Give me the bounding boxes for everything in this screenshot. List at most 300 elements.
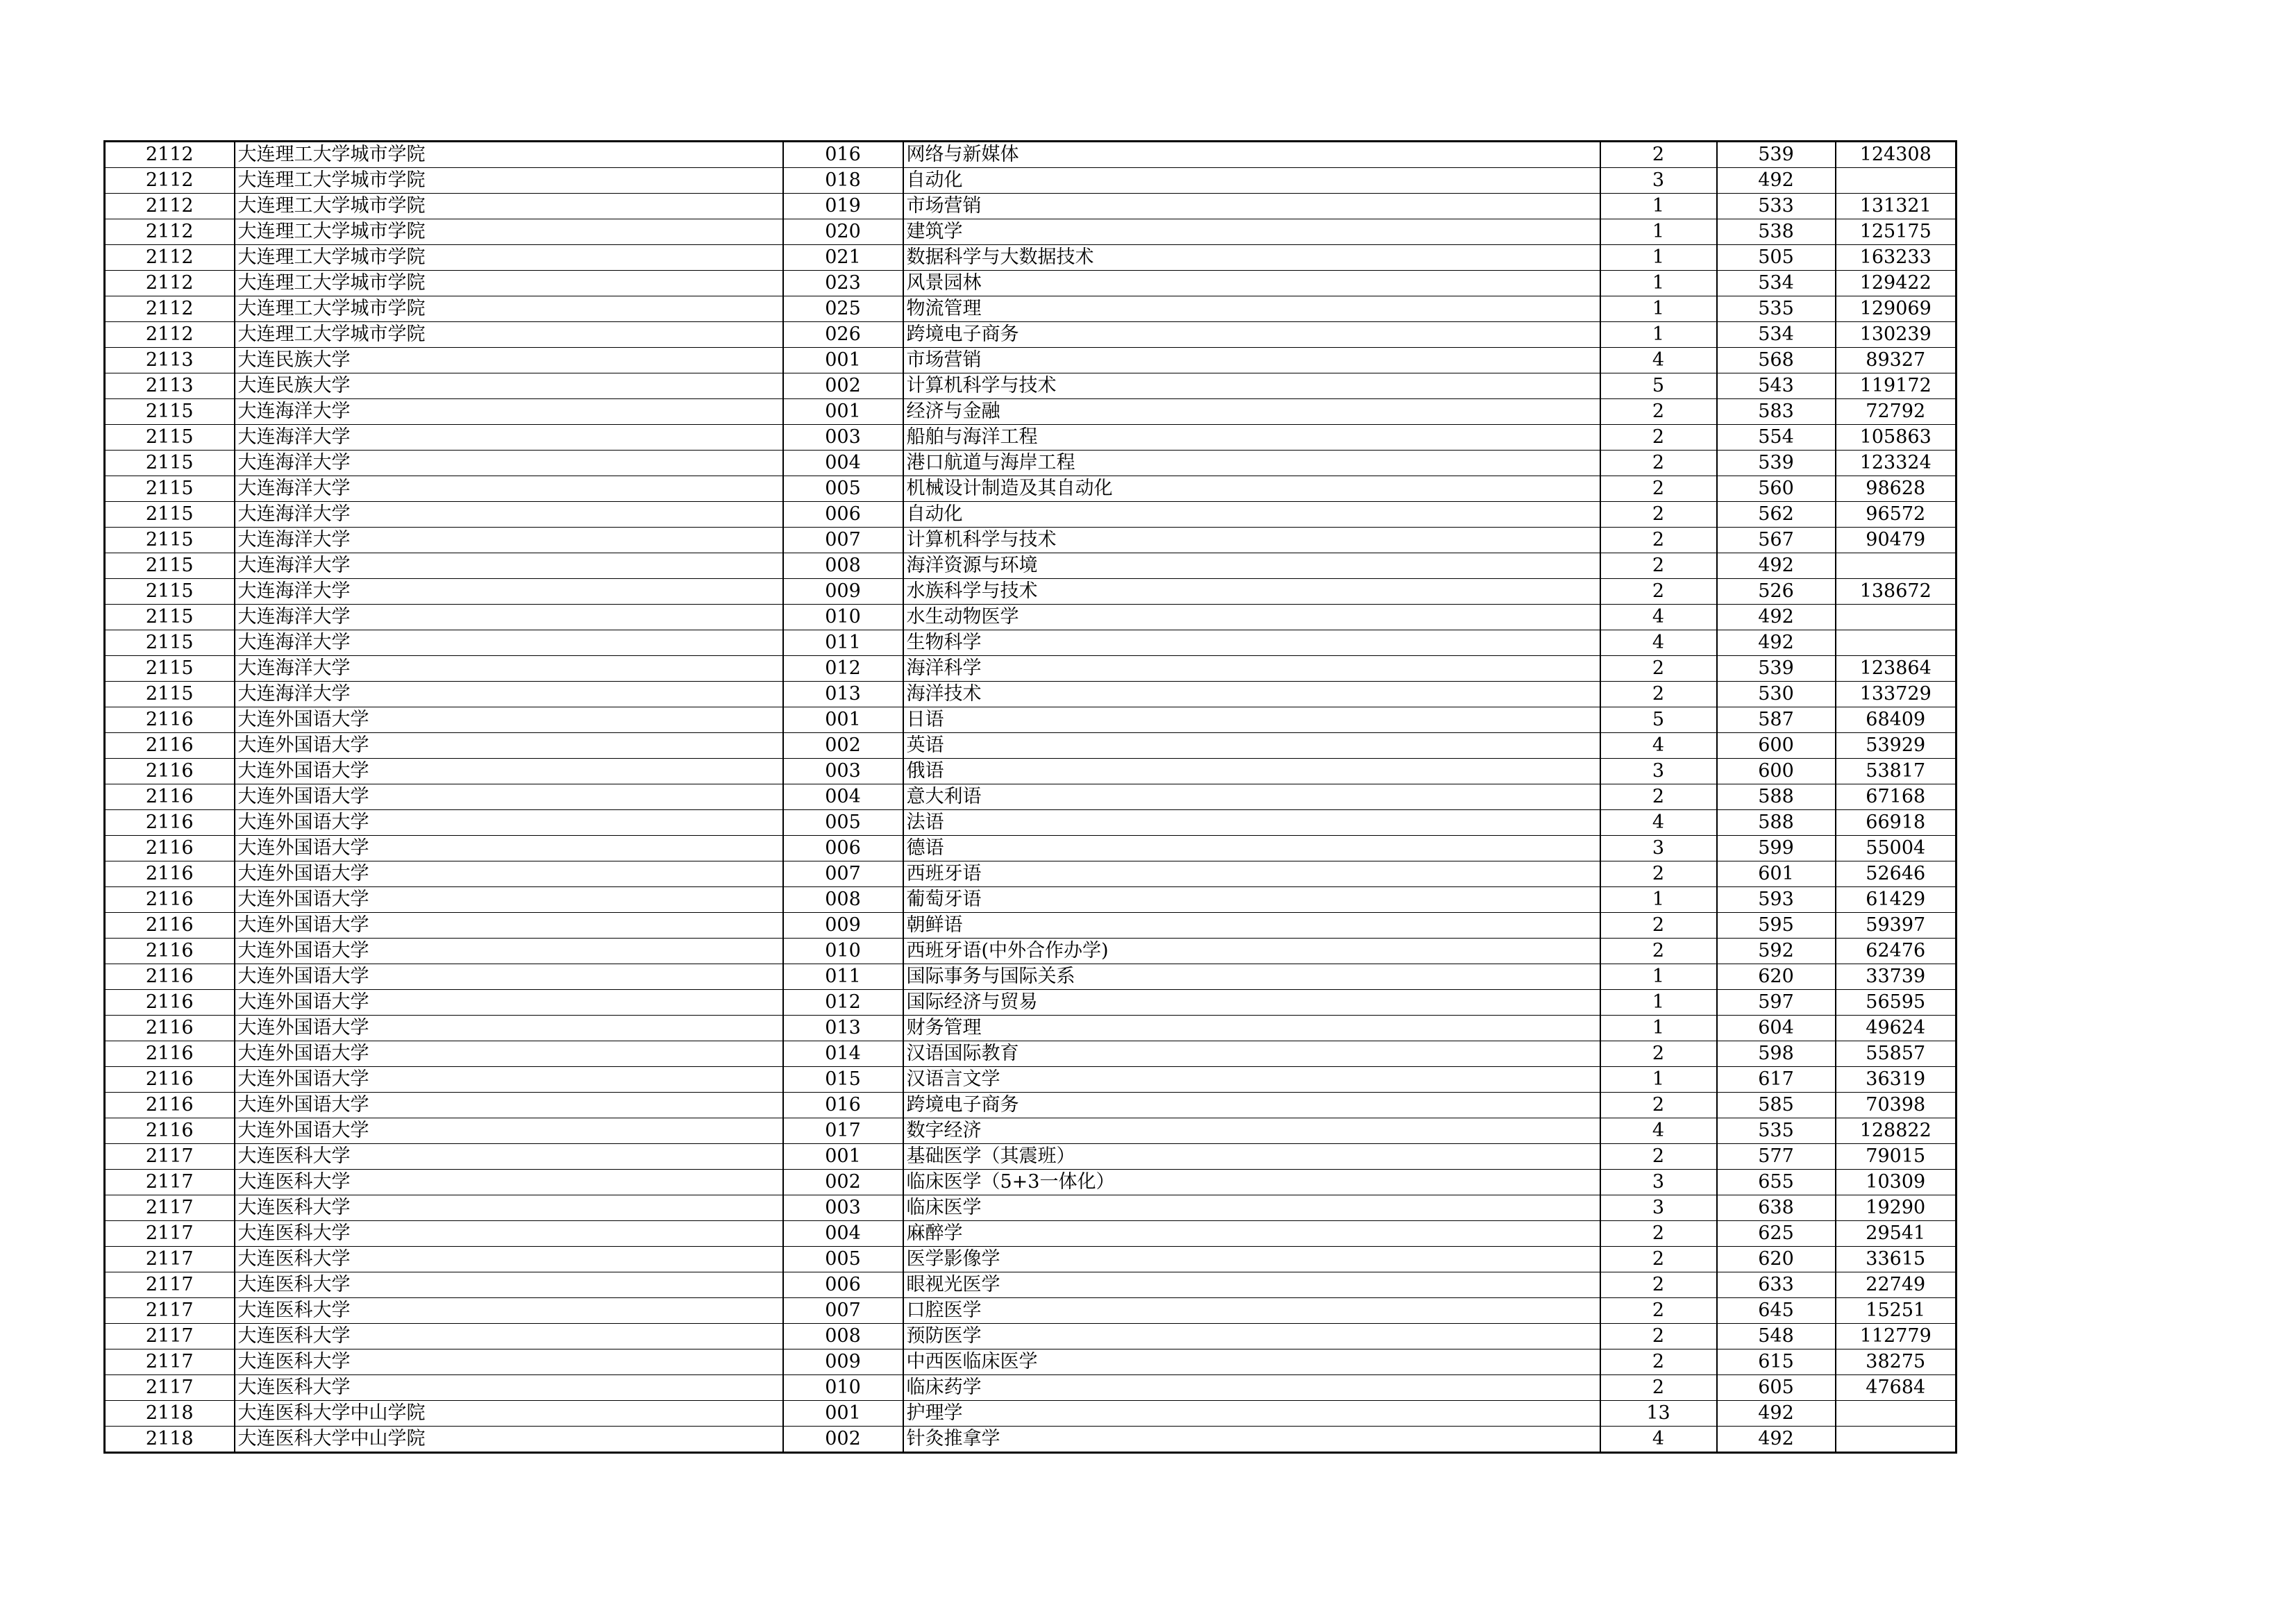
major-code-cell: 016 xyxy=(783,1093,903,1118)
school-name-cell: 大连医科大学 xyxy=(235,1375,783,1401)
school-name-cell: 大连海洋大学 xyxy=(235,425,783,451)
min-score-cell: 605 xyxy=(1717,1375,1836,1401)
min-rank-cell: 22749 xyxy=(1836,1272,1956,1298)
major-code-cell: 001 xyxy=(783,1401,903,1427)
min-score-cell: 492 xyxy=(1717,1401,1836,1427)
school-name-cell: 大连外国语大学 xyxy=(235,887,783,913)
school-name-cell: 大连外国语大学 xyxy=(235,861,783,887)
school-name-cell: 大连海洋大学 xyxy=(235,476,783,502)
plan-count-cell: 2 xyxy=(1600,399,1717,425)
min-rank-cell: 89327 xyxy=(1836,348,1956,373)
major-code-cell: 017 xyxy=(783,1118,903,1144)
min-rank-cell: 112779 xyxy=(1836,1324,1956,1349)
school-code-cell: 2116 xyxy=(105,733,235,759)
min-score-cell: 588 xyxy=(1717,784,1836,810)
major-name-cell: 国际事务与国际关系 xyxy=(903,964,1600,990)
table-row xyxy=(105,502,1956,528)
min-score-cell: 592 xyxy=(1717,939,1836,964)
school-code-cell: 2112 xyxy=(105,168,235,194)
school-code-cell: 2115 xyxy=(105,502,235,528)
school-code-cell: 2116 xyxy=(105,990,235,1016)
table-row xyxy=(105,1170,1956,1195)
school-code-cell: 2117 xyxy=(105,1195,235,1221)
plan-count-cell: 2 xyxy=(1600,913,1717,939)
major-name-cell: 朝鲜语 xyxy=(903,913,1600,939)
major-code-cell: 007 xyxy=(783,528,903,553)
min-rank-cell: 49624 xyxy=(1836,1016,1956,1041)
major-name-cell: 计算机科学与技术 xyxy=(903,373,1600,399)
plan-count-cell: 2 xyxy=(1600,1298,1717,1324)
min-score-cell: 638 xyxy=(1717,1195,1836,1221)
school-code-cell: 2116 xyxy=(105,939,235,964)
plan-count-cell: 2 xyxy=(1600,682,1717,707)
min-rank-cell: 62476 xyxy=(1836,939,1956,964)
school-code-cell: 2112 xyxy=(105,142,235,168)
min-rank-cell: 79015 xyxy=(1836,1144,1956,1170)
table-row xyxy=(105,656,1956,682)
school-code-cell: 2115 xyxy=(105,656,235,682)
school-name-cell: 大连外国语大学 xyxy=(235,810,783,836)
table-row xyxy=(105,605,1956,630)
major-name-cell: 物流管理 xyxy=(903,296,1600,322)
major-code-cell: 008 xyxy=(783,887,903,913)
min-rank-cell: 90479 xyxy=(1836,528,1956,553)
plan-count-cell: 2 xyxy=(1600,1247,1717,1272)
table-row xyxy=(105,1195,1956,1221)
major-code-cell: 007 xyxy=(783,861,903,887)
min-rank-cell: 123324 xyxy=(1836,451,1956,476)
min-score-cell: 600 xyxy=(1717,733,1836,759)
plan-count-cell: 2 xyxy=(1600,1221,1717,1247)
major-name-cell: 风景园林 xyxy=(903,271,1600,296)
table-row xyxy=(105,784,1956,810)
min-rank-cell: 133729 xyxy=(1836,682,1956,707)
school-name-cell: 大连理工大学城市学院 xyxy=(235,219,783,245)
plan-count-cell: 3 xyxy=(1600,759,1717,784)
school-name-cell: 大连外国语大学 xyxy=(235,939,783,964)
major-code-cell: 023 xyxy=(783,271,903,296)
plan-count-cell: 1 xyxy=(1600,990,1717,1016)
school-name-cell: 大连外国语大学 xyxy=(235,1067,783,1093)
min-score-cell: 617 xyxy=(1717,1067,1836,1093)
min-rank-cell: 129069 xyxy=(1836,296,1956,322)
major-name-cell: 海洋科学 xyxy=(903,656,1600,682)
school-code-cell: 2116 xyxy=(105,836,235,861)
min-score-cell: 539 xyxy=(1717,656,1836,682)
major-code-cell: 009 xyxy=(783,1349,903,1375)
major-code-cell: 009 xyxy=(783,579,903,605)
major-name-cell: 英语 xyxy=(903,733,1600,759)
major-code-cell: 021 xyxy=(783,245,903,271)
major-name-cell: 临床药学 xyxy=(903,1375,1600,1401)
major-name-cell: 临床医学 xyxy=(903,1195,1600,1221)
plan-count-cell: 5 xyxy=(1600,373,1717,399)
school-code-cell: 2112 xyxy=(105,219,235,245)
plan-count-cell: 2 xyxy=(1600,553,1717,579)
table-row xyxy=(105,1349,1956,1375)
plan-count-cell: 1 xyxy=(1600,271,1717,296)
major-code-cell: 013 xyxy=(783,682,903,707)
min-score-cell: 599 xyxy=(1717,836,1836,861)
school-name-cell: 大连民族大学 xyxy=(235,373,783,399)
min-rank-cell: 36319 xyxy=(1836,1067,1956,1093)
school-code-cell: 2115 xyxy=(105,630,235,656)
plan-count-cell: 2 xyxy=(1600,1041,1717,1067)
min-rank-cell: 53929 xyxy=(1836,733,1956,759)
min-rank-cell: 119172 xyxy=(1836,373,1956,399)
table-row xyxy=(105,1272,1956,1298)
school-name-cell: 大连医科大学中山学院 xyxy=(235,1427,783,1453)
plan-count-cell: 2 xyxy=(1600,579,1717,605)
school-code-cell: 2116 xyxy=(105,1118,235,1144)
plan-count-cell: 3 xyxy=(1600,168,1717,194)
major-name-cell: 计算机科学与技术 xyxy=(903,528,1600,553)
school-name-cell: 大连外国语大学 xyxy=(235,784,783,810)
table-row xyxy=(105,1401,1956,1427)
major-name-cell: 水生动物医学 xyxy=(903,605,1600,630)
major-code-cell: 014 xyxy=(783,1041,903,1067)
min-rank-cell: 70398 xyxy=(1836,1093,1956,1118)
school-code-cell: 2115 xyxy=(105,682,235,707)
school-name-cell: 大连医科大学 xyxy=(235,1298,783,1324)
major-code-cell: 003 xyxy=(783,1195,903,1221)
major-code-cell: 003 xyxy=(783,425,903,451)
min-score-cell: 645 xyxy=(1717,1298,1836,1324)
school-code-cell: 2118 xyxy=(105,1401,235,1427)
major-code-cell: 006 xyxy=(783,502,903,528)
table-row xyxy=(105,913,1956,939)
min-rank-cell: 55857 xyxy=(1836,1041,1956,1067)
school-code-cell: 2115 xyxy=(105,579,235,605)
table-row xyxy=(105,168,1956,194)
school-code-cell: 2113 xyxy=(105,348,235,373)
plan-count-cell: 2 xyxy=(1600,425,1717,451)
min-rank-cell: 124308 xyxy=(1836,142,1956,168)
major-name-cell: 麻醉学 xyxy=(903,1221,1600,1247)
plan-count-cell: 1 xyxy=(1600,245,1717,271)
major-name-cell: 口腔医学 xyxy=(903,1298,1600,1324)
school-code-cell: 2115 xyxy=(105,451,235,476)
school-code-cell: 2115 xyxy=(105,605,235,630)
school-name-cell: 大连海洋大学 xyxy=(235,579,783,605)
plan-count-cell: 3 xyxy=(1600,1195,1717,1221)
school-name-cell: 大连理工大学城市学院 xyxy=(235,168,783,194)
major-name-cell: 海洋技术 xyxy=(903,682,1600,707)
school-code-cell: 2116 xyxy=(105,784,235,810)
min-rank-cell: 19290 xyxy=(1836,1195,1956,1221)
plan-count-cell: 2 xyxy=(1600,528,1717,553)
major-code-cell: 020 xyxy=(783,219,903,245)
plan-count-cell: 1 xyxy=(1600,887,1717,913)
min-rank-cell xyxy=(1836,168,1956,194)
min-rank-cell: 72792 xyxy=(1836,399,1956,425)
plan-count-cell: 1 xyxy=(1600,296,1717,322)
school-name-cell: 大连医科大学 xyxy=(235,1221,783,1247)
major-code-cell: 009 xyxy=(783,913,903,939)
table-row xyxy=(105,887,1956,913)
plan-count-cell: 2 xyxy=(1600,1093,1717,1118)
school-code-cell: 2116 xyxy=(105,1093,235,1118)
major-code-cell: 004 xyxy=(783,451,903,476)
plan-count-cell: 2 xyxy=(1600,1272,1717,1298)
min-score-cell: 567 xyxy=(1717,528,1836,553)
major-name-cell: 市场营销 xyxy=(903,348,1600,373)
major-code-cell: 002 xyxy=(783,1170,903,1195)
major-name-cell: 中西医临床医学 xyxy=(903,1349,1600,1375)
major-name-cell: 港口航道与海岸工程 xyxy=(903,451,1600,476)
min-rank-cell: 129422 xyxy=(1836,271,1956,296)
school-code-cell: 2116 xyxy=(105,810,235,836)
table-row xyxy=(105,1144,1956,1170)
major-code-cell: 002 xyxy=(783,733,903,759)
plan-count-cell: 2 xyxy=(1600,142,1717,168)
school-name-cell: 大连医科大学 xyxy=(235,1144,783,1170)
min-rank-cell: 29541 xyxy=(1836,1221,1956,1247)
min-score-cell: 539 xyxy=(1717,451,1836,476)
min-score-cell: 539 xyxy=(1717,142,1836,168)
school-name-cell: 大连外国语大学 xyxy=(235,1093,783,1118)
major-code-cell: 004 xyxy=(783,1221,903,1247)
table-row xyxy=(105,425,1956,451)
min-rank-cell: 61429 xyxy=(1836,887,1956,913)
plan-count-cell: 1 xyxy=(1600,1067,1717,1093)
min-rank-cell: 128822 xyxy=(1836,1118,1956,1144)
table-row xyxy=(105,373,1956,399)
min-rank-cell xyxy=(1836,630,1956,656)
major-code-cell: 010 xyxy=(783,605,903,630)
major-name-cell: 国际经济与贸易 xyxy=(903,990,1600,1016)
min-score-cell: 560 xyxy=(1717,476,1836,502)
min-rank-cell: 15251 xyxy=(1836,1298,1956,1324)
table-row xyxy=(105,451,1956,476)
school-name-cell: 大连海洋大学 xyxy=(235,451,783,476)
min-score-cell: 655 xyxy=(1717,1170,1836,1195)
plan-count-cell: 3 xyxy=(1600,1170,1717,1195)
plan-count-cell: 2 xyxy=(1600,1324,1717,1349)
min-rank-cell: 130239 xyxy=(1836,322,1956,348)
major-code-cell: 001 xyxy=(783,1144,903,1170)
major-name-cell: 生物科学 xyxy=(903,630,1600,656)
major-code-cell: 002 xyxy=(783,373,903,399)
table-row xyxy=(105,219,1956,245)
major-name-cell: 机械设计制造及其自动化 xyxy=(903,476,1600,502)
min-rank-cell xyxy=(1836,605,1956,630)
min-rank-cell: 131321 xyxy=(1836,194,1956,219)
plan-count-cell: 13 xyxy=(1600,1401,1717,1427)
min-score-cell: 625 xyxy=(1717,1221,1836,1247)
school-code-cell: 2115 xyxy=(105,476,235,502)
min-score-cell: 535 xyxy=(1717,296,1836,322)
min-score-cell: 593 xyxy=(1717,887,1836,913)
major-name-cell: 医学影像学 xyxy=(903,1247,1600,1272)
min-score-cell: 597 xyxy=(1717,990,1836,1016)
plan-count-cell: 1 xyxy=(1600,964,1717,990)
table-row xyxy=(105,1324,1956,1349)
major-code-cell: 007 xyxy=(783,1298,903,1324)
plan-count-cell: 4 xyxy=(1600,348,1717,373)
major-code-cell: 010 xyxy=(783,1375,903,1401)
table-row xyxy=(105,1067,1956,1093)
table-row xyxy=(105,245,1956,271)
major-code-cell: 019 xyxy=(783,194,903,219)
plan-count-cell: 2 xyxy=(1600,476,1717,502)
table-row xyxy=(105,1375,1956,1401)
major-name-cell: 水族科学与技术 xyxy=(903,579,1600,605)
min-rank-cell xyxy=(1836,1401,1956,1427)
table-row xyxy=(105,1041,1956,1067)
major-code-cell: 012 xyxy=(783,990,903,1016)
school-name-cell: 大连海洋大学 xyxy=(235,553,783,579)
table-row xyxy=(105,733,1956,759)
min-score-cell: 585 xyxy=(1717,1093,1836,1118)
major-code-cell: 003 xyxy=(783,759,903,784)
major-code-cell: 018 xyxy=(783,168,903,194)
school-code-cell: 2116 xyxy=(105,1067,235,1093)
school-code-cell: 2117 xyxy=(105,1170,235,1195)
major-name-cell: 网络与新媒体 xyxy=(903,142,1600,168)
school-name-cell: 大连外国语大学 xyxy=(235,1118,783,1144)
major-code-cell: 001 xyxy=(783,707,903,733)
major-name-cell: 自动化 xyxy=(903,502,1600,528)
admission-table xyxy=(103,140,1957,1454)
school-name-cell: 大连海洋大学 xyxy=(235,630,783,656)
plan-count-cell: 4 xyxy=(1600,1427,1717,1453)
min-rank-cell xyxy=(1836,1427,1956,1453)
min-score-cell: 588 xyxy=(1717,810,1836,836)
school-name-cell: 大连海洋大学 xyxy=(235,656,783,682)
major-name-cell: 汉语言文学 xyxy=(903,1067,1600,1093)
min-rank-cell: 47684 xyxy=(1836,1375,1956,1401)
min-score-cell: 535 xyxy=(1717,1118,1836,1144)
school-name-cell: 大连医科大学 xyxy=(235,1195,783,1221)
school-code-cell: 2112 xyxy=(105,245,235,271)
school-name-cell: 大连外国语大学 xyxy=(235,733,783,759)
school-code-cell: 2115 xyxy=(105,399,235,425)
school-name-cell: 大连医科大学 xyxy=(235,1170,783,1195)
school-code-cell: 2117 xyxy=(105,1247,235,1272)
min-rank-cell: 33739 xyxy=(1836,964,1956,990)
plan-count-cell: 2 xyxy=(1600,939,1717,964)
min-score-cell: 530 xyxy=(1717,682,1836,707)
min-score-cell: 505 xyxy=(1717,245,1836,271)
table-row xyxy=(105,1221,1956,1247)
school-name-cell: 大连外国语大学 xyxy=(235,1041,783,1067)
major-code-cell: 008 xyxy=(783,553,903,579)
major-name-cell: 财务管理 xyxy=(903,1016,1600,1041)
table-row xyxy=(105,990,1956,1016)
plan-count-cell: 2 xyxy=(1600,656,1717,682)
min-rank-cell xyxy=(1836,553,1956,579)
table-row xyxy=(105,322,1956,348)
plan-count-cell: 2 xyxy=(1600,1144,1717,1170)
min-score-cell: 554 xyxy=(1717,425,1836,451)
school-code-cell: 2118 xyxy=(105,1427,235,1453)
plan-count-cell: 2 xyxy=(1600,451,1717,476)
school-code-cell: 2116 xyxy=(105,964,235,990)
school-code-cell: 2117 xyxy=(105,1298,235,1324)
plan-count-cell: 4 xyxy=(1600,733,1717,759)
table-row xyxy=(105,1247,1956,1272)
table-row xyxy=(105,348,1956,373)
school-code-cell: 2117 xyxy=(105,1324,235,1349)
min-score-cell: 526 xyxy=(1717,579,1836,605)
major-code-cell: 025 xyxy=(783,296,903,322)
table-row xyxy=(105,579,1956,605)
min-score-cell: 604 xyxy=(1717,1016,1836,1041)
major-name-cell: 数字经济 xyxy=(903,1118,1600,1144)
min-score-cell: 601 xyxy=(1717,861,1836,887)
major-code-cell: 013 xyxy=(783,1016,903,1041)
school-name-cell: 大连理工大学城市学院 xyxy=(235,296,783,322)
major-name-cell: 经济与金融 xyxy=(903,399,1600,425)
min-score-cell: 562 xyxy=(1717,502,1836,528)
school-name-cell: 大连海洋大学 xyxy=(235,399,783,425)
major-name-cell: 跨境电子商务 xyxy=(903,1093,1600,1118)
school-name-cell: 大连医科大学 xyxy=(235,1247,783,1272)
min-score-cell: 534 xyxy=(1717,271,1836,296)
major-name-cell: 法语 xyxy=(903,810,1600,836)
table-row xyxy=(105,836,1956,861)
school-code-cell: 2115 xyxy=(105,425,235,451)
major-name-cell: 数据科学与大数据技术 xyxy=(903,245,1600,271)
school-name-cell: 大连理工大学城市学院 xyxy=(235,245,783,271)
plan-count-cell: 4 xyxy=(1600,630,1717,656)
school-name-cell: 大连外国语大学 xyxy=(235,990,783,1016)
min-rank-cell: 59397 xyxy=(1836,913,1956,939)
min-score-cell: 577 xyxy=(1717,1144,1836,1170)
school-code-cell: 2112 xyxy=(105,322,235,348)
table-row xyxy=(105,1016,1956,1041)
school-name-cell: 大连医科大学中山学院 xyxy=(235,1401,783,1427)
major-code-cell: 006 xyxy=(783,836,903,861)
school-code-cell: 2117 xyxy=(105,1221,235,1247)
min-rank-cell: 56595 xyxy=(1836,990,1956,1016)
plan-count-cell: 5 xyxy=(1600,707,1717,733)
school-code-cell: 2116 xyxy=(105,759,235,784)
table-row xyxy=(105,142,1956,168)
school-code-cell: 2115 xyxy=(105,553,235,579)
min-score-cell: 595 xyxy=(1717,913,1836,939)
min-rank-cell: 55004 xyxy=(1836,836,1956,861)
school-code-cell: 2116 xyxy=(105,1041,235,1067)
table-row xyxy=(105,271,1956,296)
school-name-cell: 大连外国语大学 xyxy=(235,707,783,733)
major-name-cell: 针灸推拿学 xyxy=(903,1427,1600,1453)
major-code-cell: 010 xyxy=(783,939,903,964)
plan-count-cell: 4 xyxy=(1600,1118,1717,1144)
major-name-cell: 俄语 xyxy=(903,759,1600,784)
school-name-cell: 大连理工大学城市学院 xyxy=(235,194,783,219)
table-row xyxy=(105,296,1956,322)
min-score-cell: 492 xyxy=(1717,630,1836,656)
plan-count-cell: 2 xyxy=(1600,502,1717,528)
table-row xyxy=(105,1093,1956,1118)
major-name-cell: 市场营销 xyxy=(903,194,1600,219)
min-rank-cell: 123864 xyxy=(1836,656,1956,682)
school-name-cell: 大连海洋大学 xyxy=(235,682,783,707)
major-code-cell: 006 xyxy=(783,1272,903,1298)
major-name-cell: 预防医学 xyxy=(903,1324,1600,1349)
school-name-cell: 大连海洋大学 xyxy=(235,502,783,528)
major-code-cell: 004 xyxy=(783,784,903,810)
min-rank-cell: 53817 xyxy=(1836,759,1956,784)
school-code-cell: 2117 xyxy=(105,1349,235,1375)
school-code-cell: 2117 xyxy=(105,1272,235,1298)
major-code-cell: 026 xyxy=(783,322,903,348)
min-rank-cell: 67168 xyxy=(1836,784,1956,810)
major-code-cell: 005 xyxy=(783,1247,903,1272)
school-name-cell: 大连外国语大学 xyxy=(235,1016,783,1041)
